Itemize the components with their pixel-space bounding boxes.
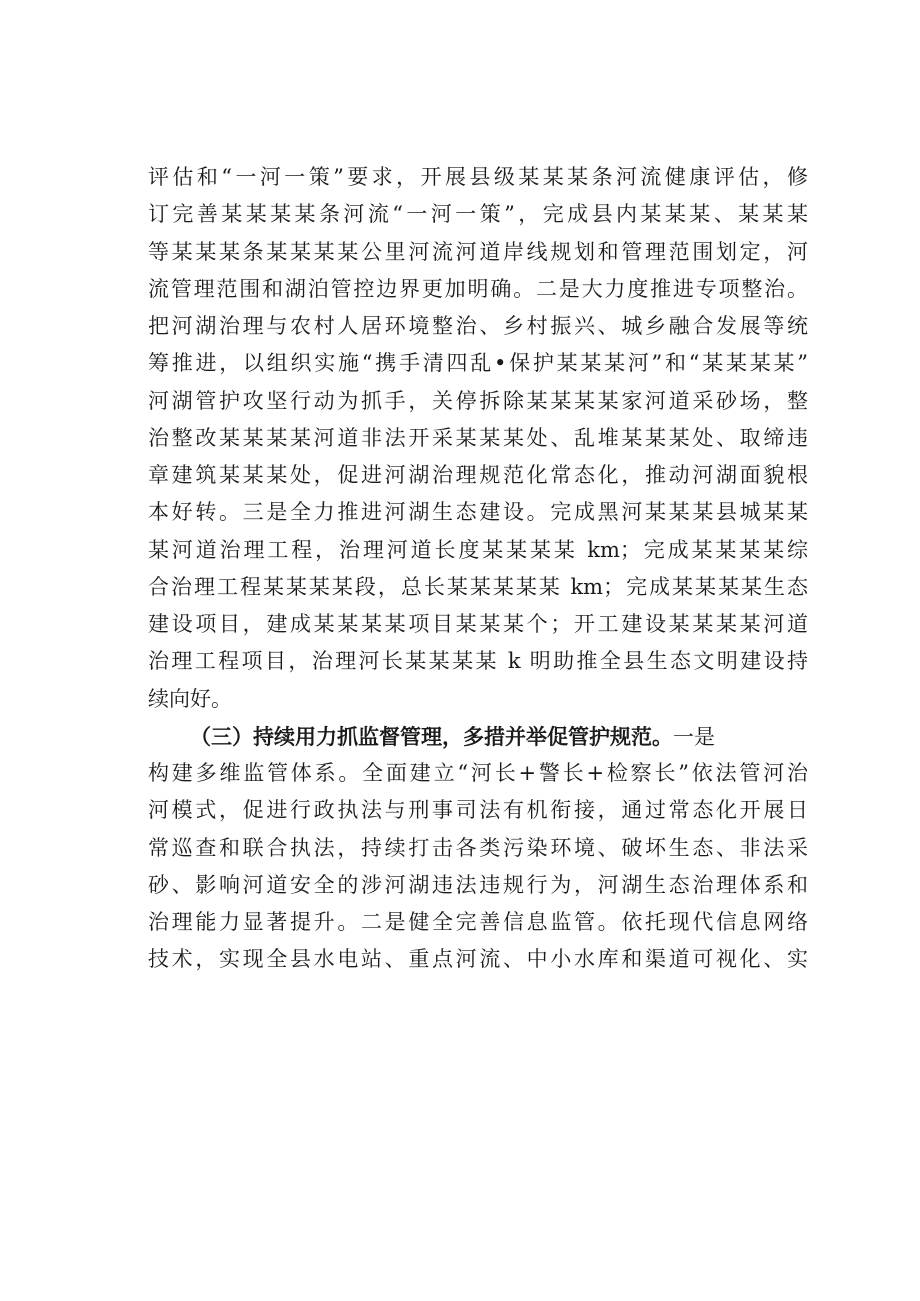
text-line: 合治理工程某某某某段，总长某某某某某 km；完成某某某某生态 [148,574,808,599]
text-line: 评估和“一河一策”要求，开展县级某某某条河流健康评估，修 [148,165,808,189]
text-line: 治整改某某某某河道非法开采某某某处、乱堆某某某处、取缔违 [148,425,808,450]
section-heading: （三）持续用力抓监督管理，多措并举促管护规范。 [190,723,673,749]
text-line: 流管理范围和湖泊管控边界更加明确。二是大力度推进专项整治。 [148,276,808,301]
paragraph-heading-line [148,718,808,755]
text-line: 把河湖治理与农村人居环境整治、乡村振兴、城乡融合发展等统 [148,314,808,338]
text-line: 等某某某条某某某某公里河流河道岸线规划和管理范围划定，河 [148,239,808,264]
text-line: 建设项目，建成某某某某项目某某某个；开工建设某某某某河道 [148,612,808,636]
text-line: 本好转。三是全力推进河湖生态建设。完成黑河某某某县城某某 [148,500,808,525]
paragraph-2 [148,718,808,979]
text-line: 河湖管护攻坚行动为抓手，关停拆除某某某某家河道采砂场，整 [148,388,808,413]
body-text [148,159,808,979]
text-line: 治理能力显著提升。二是健全完善信息监管。依托现代信息网络 [148,910,808,934]
text-line: 河模式，促进行政执法与刑事司法有机衔接，通过常态化开展日 [148,798,808,823]
heading-continuation: 一是 [673,724,715,749]
text-line: 筹推进，以组织实施“携手清四乱•保护某某某河”和“某某某某” [148,351,808,376]
text-line: 技术，实现全县水电站、重点河流、中小水库和渠道可视化、实 [148,947,808,972]
text-line: 治理工程项目，治理河长某某某某 k 明助推全县生态文明建设持 [148,649,808,674]
text-line: 章建筑某某某处，促进河湖治理规范化常态化，推动河湖面貌根 [148,463,808,487]
paragraph-1 [148,159,808,718]
text-line: 某河道治理工程，治理河道长度某某某某 km；完成某某某某综 [148,537,808,562]
text-line: 续向好。 [148,686,232,711]
text-line: 常巡查和联合执法，持续打击各类污染环境、破坏生态、非法采 [148,835,808,860]
text-line: 订完善某某某某条河流“一河一策”，完成县内某某某、某某某 [148,202,808,227]
text-line: 构建多维监管体系。全面建立“河长+警长+检察长”依法管河治 [148,761,808,785]
text-line: 砂、影响河道安全的涉河湖违法违规行为，河湖生态治理体系和 [148,872,808,897]
